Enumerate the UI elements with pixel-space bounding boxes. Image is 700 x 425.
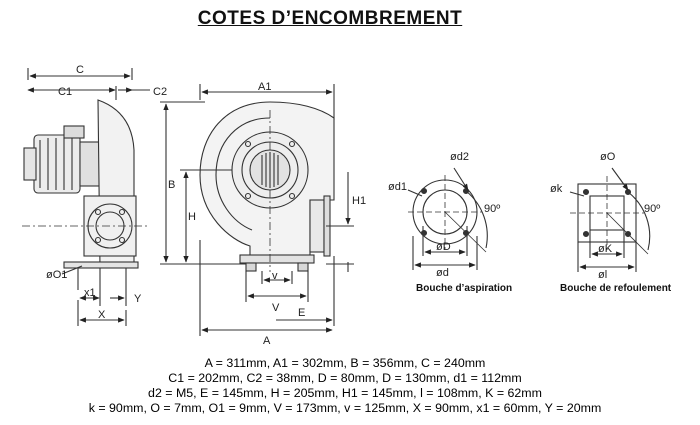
dim-label-d2: ød2 <box>450 151 469 163</box>
dimension-specs <box>0 356 690 416</box>
dim-label-C1: C1 <box>58 86 73 98</box>
inlet-flange-labels <box>388 151 512 294</box>
spec-line: k = 90mm, O = 7mm, O1 = 9mm, V = 173mm, v = 125mm, X = 90mm, x1 = 60mm, Y = 20mm <box>88 401 602 415</box>
inlet-flange <box>408 168 487 270</box>
dim-label-A: A <box>263 335 271 347</box>
dim-label-H: H <box>188 211 196 223</box>
dim-label-v: v <box>272 270 278 282</box>
angle-label-outlet: 90º <box>644 203 661 215</box>
dim-label-C2: C2 <box>153 86 168 98</box>
dim-label-Y: Y <box>134 293 142 305</box>
dim-label-O: øO <box>600 151 616 163</box>
dim-label-O1: øO1 <box>46 269 68 281</box>
outlet-flange-labels <box>550 151 672 294</box>
spec-line: A = 311mm, A1 = 302mm, B = 356mm, C = 240mm <box>204 356 486 370</box>
dim-label-A1: A1 <box>258 81 272 93</box>
dim-label-k: øk <box>550 183 563 195</box>
dim-label-V: V <box>272 302 280 314</box>
dim-label-E: E <box>298 307 306 319</box>
dim-label-B: B <box>168 179 176 191</box>
dim-label-X: X <box>98 309 106 321</box>
dim-label-H1: H1 <box>352 195 367 207</box>
angle-label-inlet: 90º <box>484 203 501 215</box>
dim-label-l: øl <box>598 269 608 281</box>
page-title: COTES D’ENCOMBREMENT <box>197 8 463 29</box>
spec-line: C1 = 202mm, C2 = 38mm, D = 80mm, D = 130mm, d1 = 112mm <box>168 371 522 385</box>
inlet-caption: Bouche d’aspiration <box>416 283 513 294</box>
dim-label-x1: x1 <box>84 287 96 299</box>
dim-label-D: øD <box>436 241 451 253</box>
front-view <box>160 84 354 336</box>
outlet-flange <box>570 168 650 272</box>
dim-label-C: C <box>76 64 84 76</box>
dim-label-d: ød <box>436 267 449 279</box>
spec-line: d2 = M5, E = 145mm, H = 205mm, H1 = 145mm, l = 108mm, K = 62mm <box>148 386 542 400</box>
dim-label-K: øK <box>598 243 613 255</box>
dim-label-d1: ød1 <box>388 181 407 193</box>
outlet-caption: Bouche de refoulement <box>560 283 672 294</box>
